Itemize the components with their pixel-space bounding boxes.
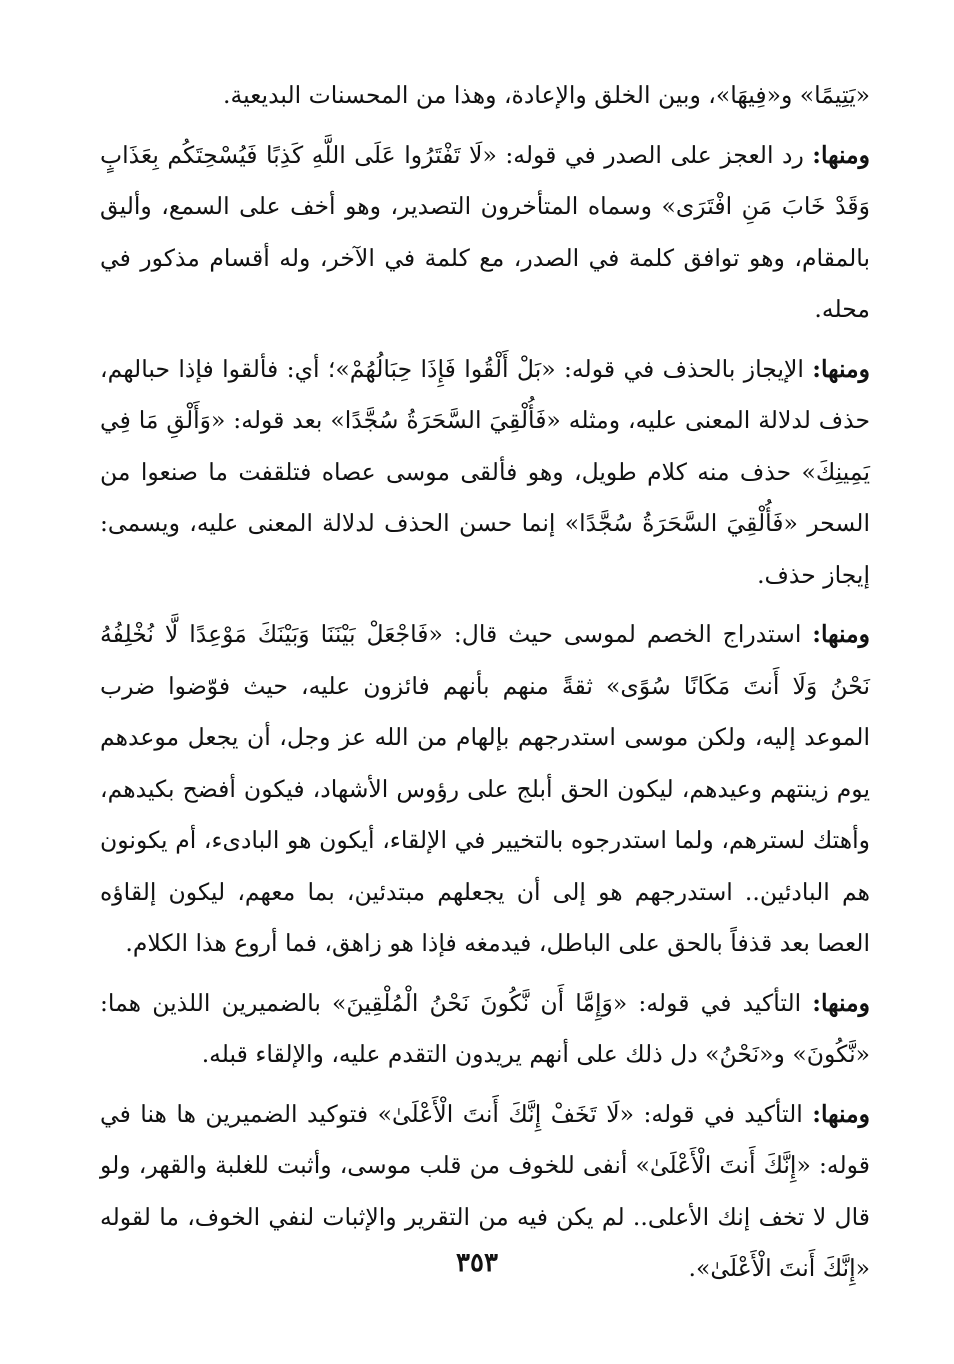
paragraph-1 (100, 70, 870, 122)
paragraph-lead: ومنها: (812, 1099, 870, 1128)
paragraph-2 (100, 130, 870, 336)
paragraph-lead: ومنها: (812, 620, 870, 648)
paragraph-5 (100, 978, 870, 1081)
paragraph-3 (100, 344, 870, 602)
paragraph-text: التأكيد في قوله: «وَإِمَّا أَن نَّكُونَ نَحْنُ الْمُلْقِينَ» بالضميرين اللذين هما: «نَّكُونَ» و«نَحْنُ» دل ذلك على أنهم يريدون التقدم عليه، والإلقاء قبله. (100, 988, 870, 1068)
paragraph-text: الإيجاز بالحذف في قوله: «بَلْ أَلْقُوا فَإِذَا حِبَالُهُمْ»؛ أي: فألقوا فإذا حبالهم، حذف لدلالة المعنى عليه، ومثله «فَأُلْقِيَ السَّحَرَةُ سُجَّدًا» بعد قوله: «وَأَلْقِ مَا فِي يَمِينِكَ» حذف منه كلام طويل، وهو فألقى موسى عصاه فتلقفت ما صنعوا من السحر «فَأُلْقِيَ السَّحَرَةُ سُجَّدًا» إنما حسن الحذف لدلالة المعنى عليه، ويسمى: إيجاز حذف. (100, 354, 870, 589)
paragraph-text: «يَتِيمًا» و«فِيهَا»، وبين الخلق والإعادة، وهذا من المحسنات البديعية. (223, 81, 870, 109)
paragraph-lead: ومنها: (812, 354, 870, 383)
paragraph-text: رد العجز على الصدر في قوله: «لَا تَفْتَرُوا عَلَى اللَّهِ كَذِبًا فَيُسْحِتَكُم بِعَذَابٍ وَقَدْ خَابَ مَنِ افْتَرَى» وسماه المتأخرون التصدير، وهو أخف على السمع، وأليق بالمقام، وهو توافق كلمة في الصدر، مع كلمة في الآخر، وله أقسام مذكور في محله. (100, 140, 870, 323)
paragraph-lead: ومنها: (812, 988, 870, 1017)
paragraph-text: استدراج الخصم لموسى حيث قال: «فَاجْعَلْ بَيْنَنَا وَبَيْنَكَ مَوْعِدًا لَّا نُخْلِفُهُ نَحْنُ وَلَا أَنتَ مَكَانًا سُوًى» ثقةً منهم بأنهم فائزون عليه، حيث فوّضوا ضرب الموعد إليه، ولكن موسى استدرجهم بإلهام من الله عز وجل، أن يجعل موعدهم يوم زينتهم وعيدهم، ليكون الحق أبلج على رؤوس الأشهاد، فيكون أفضح بكيدهم، وأهتك لسترهم، ولما استدرجوه بالتخيير في الإلقاء، أيكون هو البادىء، أم يكونون هم البادئين.. استدرجهم هو إلى أن يجعلهم مبتدئين، بما معهم، ليكون إلقاؤه العصا بعد قذفاً بالحق على الباطل، فيدمغه فإذا هو زاهق، فما أروع هذا الكلام. (100, 620, 870, 957)
paragraph-4 (100, 609, 870, 970)
page-body (100, 70, 870, 1310)
paragraph-text: التأكيد في قوله: «لَا تَخَفْ إِنَّكَ أَنتَ الْأَعْلَىٰ» فتوكيد الضميرين ها هنا في قوله: «إِنَّكَ أَنتَ الْأَعْلَىٰ» أنفى للخوف من قلب موسى، وأثبت للغلبة والقهر، ولو قال لا تخف إنك الأعلى.. لم يكن فيه من التقرير والإثبات لنفي الخوف، ما لقوله «إِنَّكَ أَنتَ الْأَعْلَىٰ». (100, 1099, 870, 1282)
page-number: ٣٥٣ (456, 1248, 498, 1278)
paragraph-lead: ومنها: (812, 140, 870, 169)
